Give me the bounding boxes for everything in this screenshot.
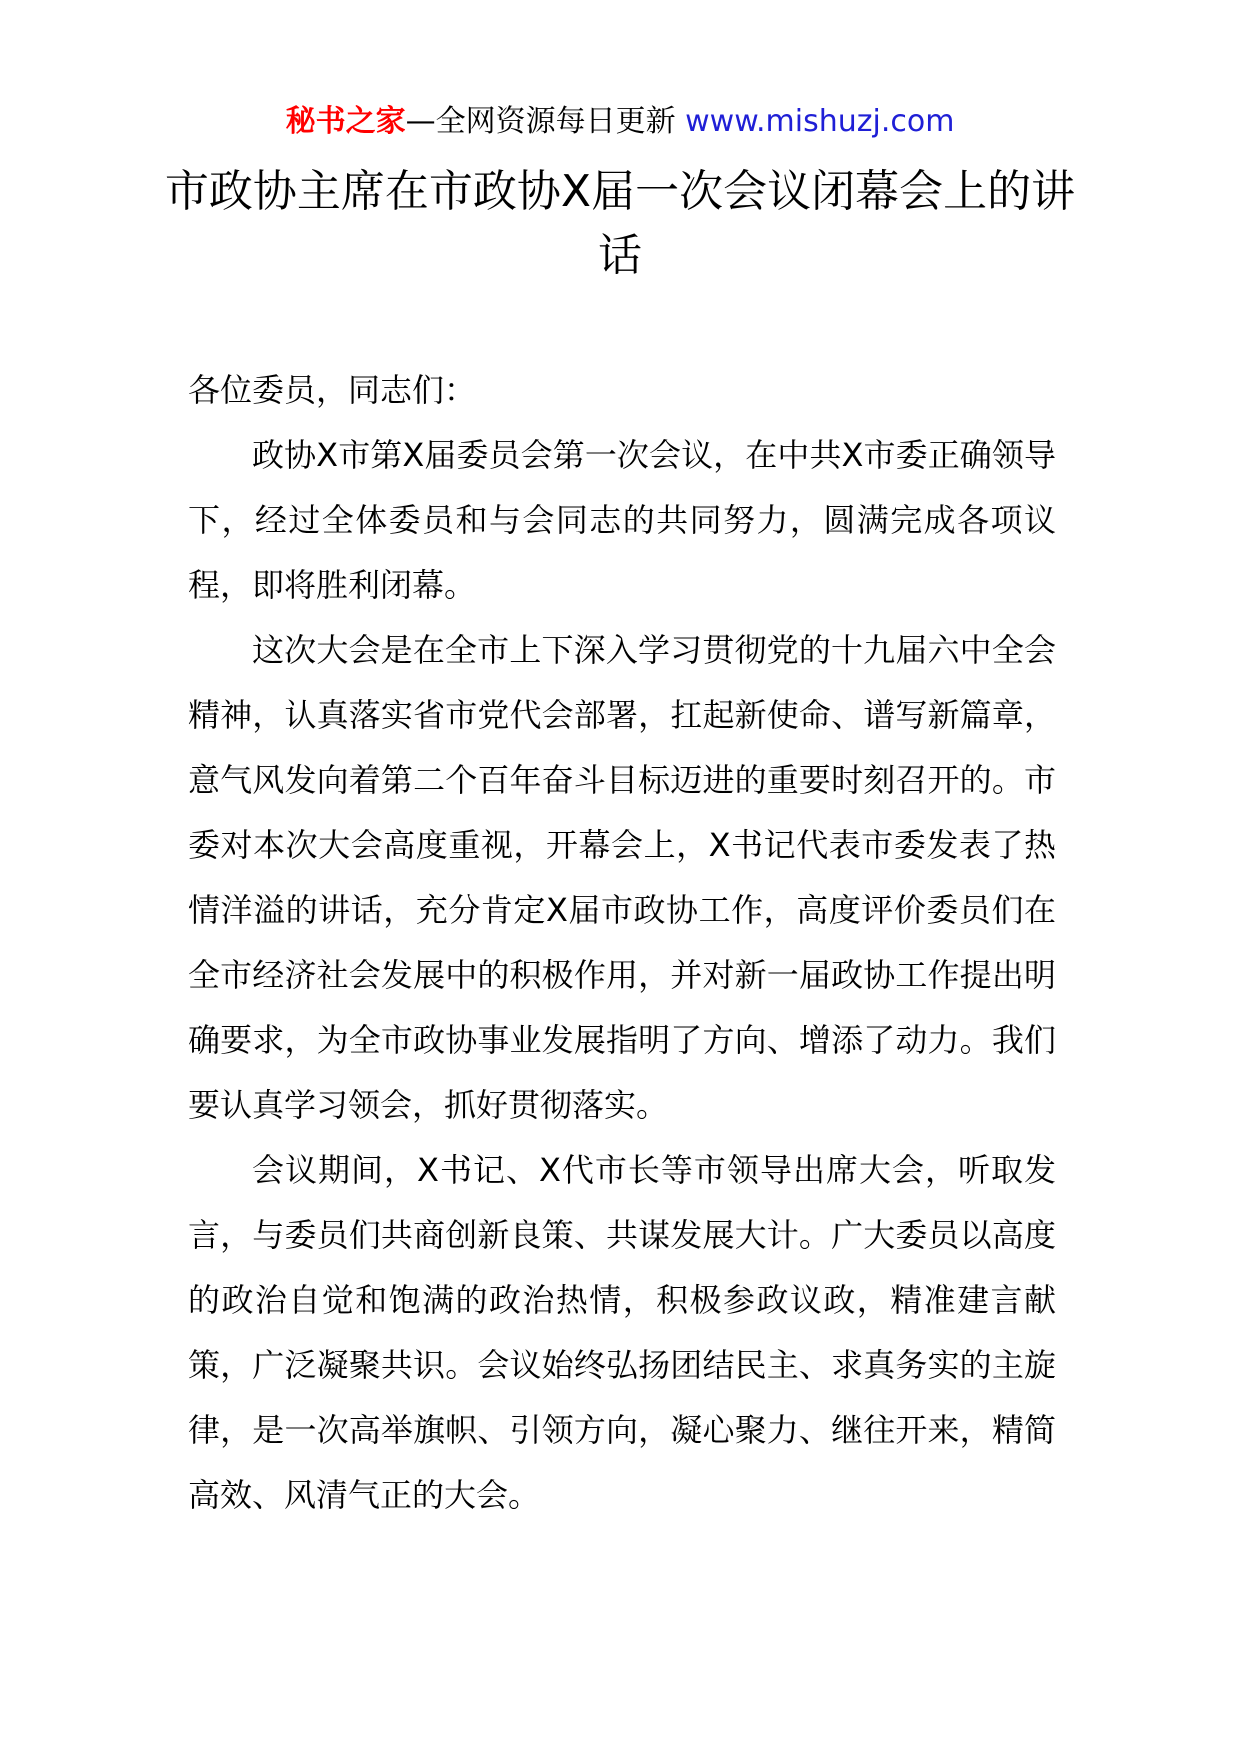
salutation: 各位委员，同志们： bbox=[188, 371, 477, 409]
paragraph-2: 这次大会是在全市上下深入学习贯彻党的十九届六中全会精神，认真落实省市党代会部署，扛起新使命、谱写新篇章，意气风发向着第二个百年奋斗目标迈进的重要时刻召开的。市委对本次大会高度重视，开幕会上，X书记代表市委发表了热情洋溢的讲话，充分肯定X届市政协工作，高度评价委员们在全市经济社会发展中的积极作用，并对新一届政协工作提出明确要求，为全市政协事业发展指明了方向、增添了动力。我们要认真学习领会，抓好贯彻落实。 bbox=[188, 631, 1056, 1124]
paragraph-3: 会议期间，X书记、X代市长等市领导出席大会，听取发言，与委员们共商创新良策、共谋发展大计。广大委员以高度的政治自觉和饱满的政治热情，积极参政议政，精准建言献策，广泛凝聚共识。会议始终弘扬团结民主、求真务实的主旋律，是一次高举旗帜、引领方向，凝心聚力、继往开来，精简高效、风清气正的大会。 bbox=[188, 1151, 1056, 1514]
site-url-link[interactable]: www.mishuzj.com bbox=[685, 104, 955, 139]
site-header bbox=[0, 100, 1240, 144]
brand-name: 秘书之家 bbox=[285, 104, 406, 139]
paragraph-1: 政协X市第X届委员会第一次会议，在中共X市委正确领导下，经过全体委员和与会同志的共同努力，圆满完成各项议程，即将胜利闭幕。 bbox=[188, 436, 1056, 604]
header-tagline: —全网资源每日更新 bbox=[405, 104, 676, 139]
document-body bbox=[188, 358, 1056, 1528]
document-title: 市政协主席在市政协X届一次会议闭幕会上的讲话 bbox=[164, 166, 1076, 281]
